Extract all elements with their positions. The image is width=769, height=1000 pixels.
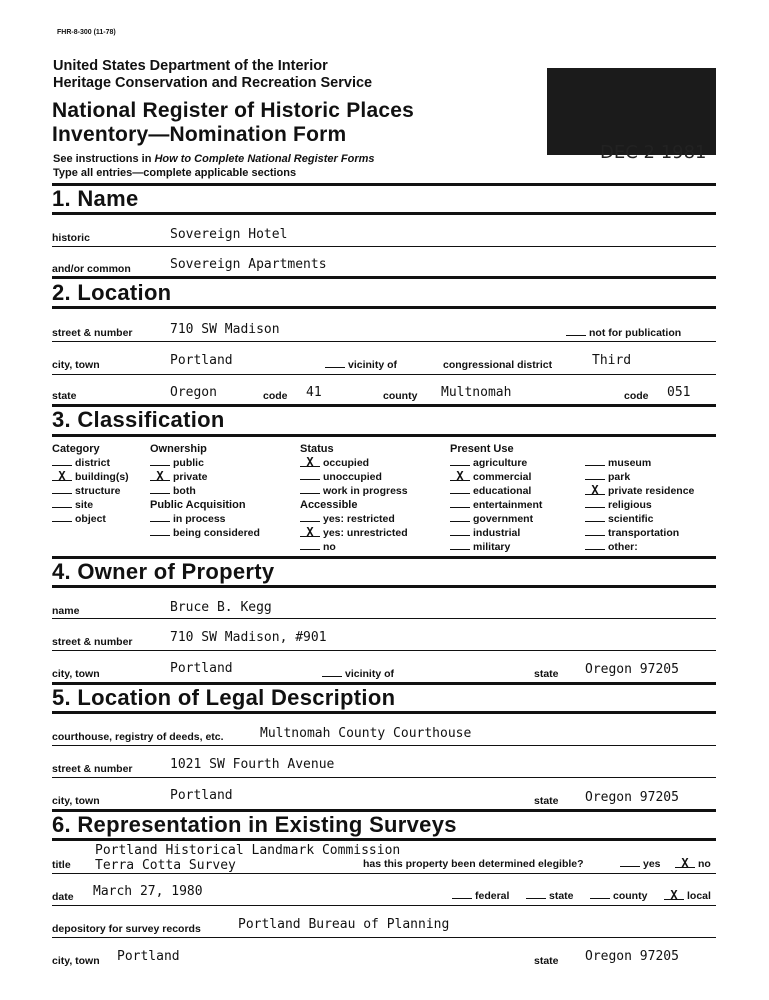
checklist-item	[150, 526, 260, 540]
checklist-label: both	[173, 485, 196, 497]
eligible-yes	[620, 858, 661, 870]
city-town-label: city, town	[52, 359, 100, 371]
status-heading: Status	[300, 443, 334, 455]
eligible-no-mark: X	[675, 859, 695, 868]
section-rule	[52, 306, 716, 309]
checklist-item	[450, 456, 542, 470]
survey-date-label: date	[52, 891, 74, 903]
checkbox-blank	[450, 457, 470, 466]
common-name-label: and/or common	[52, 263, 131, 275]
checklist-item	[52, 512, 129, 526]
checklist-label: work in progress	[323, 485, 408, 497]
instructions-line-1	[53, 153, 375, 166]
checkbox-blank	[150, 513, 170, 522]
survey-state-label: state	[534, 955, 559, 967]
checklist-item	[450, 470, 542, 484]
courthouse-value: Multnomah County Courthouse	[260, 726, 472, 741]
depository-label: depository for survey records	[52, 923, 201, 935]
checkbox-blank	[300, 513, 320, 522]
ownership-column	[150, 442, 260, 540]
checklist-label: building(s)	[75, 471, 129, 483]
checkbox-blank	[450, 541, 470, 550]
field-rule	[52, 618, 716, 619]
checklist-label: museum	[608, 457, 652, 469]
checklist-item	[150, 484, 260, 498]
acquisition-heading: Public Acquisition	[150, 499, 246, 511]
level-local	[664, 890, 711, 902]
checklist-label: yes: restricted	[323, 513, 395, 525]
survey-city-value: Portland	[117, 949, 180, 964]
county-code-label: code	[624, 390, 649, 402]
congressional-district-label: congressional district	[443, 359, 553, 371]
vicinity-label: vicinity of	[348, 359, 398, 371]
checklist-label: object	[75, 513, 106, 525]
state-blank	[526, 890, 546, 899]
county-code-value: 051	[667, 385, 691, 400]
checkbox-blank	[300, 541, 320, 550]
section-rule	[52, 183, 716, 186]
level-state	[526, 890, 574, 902]
not-for-publication-label: not for publication	[589, 327, 682, 339]
checklist-item	[150, 456, 260, 470]
checkbox-blank	[150, 457, 170, 466]
owner-vicinity-blank	[322, 668, 342, 677]
checklist-label: religious	[608, 499, 652, 511]
eligible-yes-label: yes	[643, 858, 661, 870]
category-list	[52, 456, 129, 526]
section-1-heading: 1. Name	[52, 186, 139, 211]
section-3-heading: 3. Classification	[52, 407, 225, 432]
checklist-label: yes: unrestricted	[323, 527, 408, 539]
legal-street-value: 1021 SW Fourth Avenue	[170, 757, 335, 772]
section-2-heading: 2. Location	[52, 280, 172, 305]
local-mark: X	[664, 891, 684, 900]
checklist-item	[450, 512, 542, 526]
instructions-guide-title: How to Complete National Register Forms	[154, 153, 375, 165]
historic-label: historic	[52, 232, 90, 244]
checkbox-blank	[300, 471, 320, 480]
field-rule	[52, 341, 716, 342]
section-rule	[52, 838, 716, 841]
checklist-item	[450, 540, 542, 554]
county-value: Multnomah	[441, 385, 512, 400]
legal-city-value: Portland	[170, 788, 233, 803]
checkbox-blank: X	[52, 472, 72, 481]
owner-city-label: city, town	[52, 668, 100, 680]
agency-line-2: Heritage Conservation and Recreation Service	[53, 75, 373, 91]
checklist-label: scientific	[608, 513, 654, 525]
checklist-item	[585, 470, 694, 484]
section-rule	[52, 711, 716, 714]
vicinity-of	[325, 359, 397, 371]
checkbox-blank	[450, 527, 470, 536]
checklist-item	[300, 512, 408, 526]
checkbox-blank	[585, 499, 605, 508]
checklist-item	[585, 484, 694, 498]
received-stamp: DEC 2 1981	[600, 142, 707, 163]
checklist-label: military	[473, 541, 511, 553]
checkbox-blank	[150, 527, 170, 536]
checkbox-blank	[585, 457, 605, 466]
checklist-item	[150, 512, 260, 526]
checklist-item	[585, 526, 694, 540]
checklist-item	[52, 470, 129, 484]
acquisition-list	[150, 512, 260, 540]
checkbox-blank	[300, 485, 320, 494]
checklist-item	[585, 512, 694, 526]
checkbox-blank	[585, 541, 605, 550]
checkbox-blank	[585, 471, 605, 480]
checkbox-blank	[52, 513, 72, 522]
checklist-item	[585, 540, 694, 554]
owner-vicinity-label: vicinity of	[345, 668, 395, 680]
present-use-column-2	[585, 456, 694, 554]
checklist-item	[450, 498, 542, 512]
checklist-label: unoccupied	[323, 471, 382, 483]
checklist-label: park	[608, 471, 631, 483]
checklist-item	[585, 456, 694, 470]
legal-street-label: street & number	[52, 763, 133, 775]
street-number-label: street & number	[52, 327, 133, 339]
owner-name-value: Bruce B. Kegg	[170, 600, 272, 615]
checklist-item	[150, 470, 260, 484]
survey-city-label: city, town	[52, 955, 100, 967]
present-use-list-2	[585, 456, 694, 554]
checkbox-blank	[52, 485, 72, 494]
checklist-label: transportation	[608, 527, 680, 539]
vicinity-blank	[325, 359, 345, 368]
checklist-label: government	[473, 513, 534, 525]
present-use-list-1	[450, 456, 542, 554]
owner-street-value: 710 SW Madison, #901	[170, 630, 327, 645]
field-rule	[52, 873, 716, 874]
section-rule	[52, 276, 716, 279]
checklist-label: structure	[75, 485, 121, 497]
state-code-value: 41	[306, 385, 322, 400]
form-title-1: National Register of Historic Places	[52, 99, 414, 122]
checklist-item	[52, 456, 129, 470]
state-level-label: state	[549, 890, 574, 902]
city-town-value: Portland	[170, 353, 233, 368]
checkbox-blank	[52, 457, 72, 466]
checklist-label: other:	[608, 541, 638, 553]
accessible-heading: Accessible	[300, 499, 358, 511]
category-heading: Category	[52, 443, 100, 455]
form-title-2: Inventory—Nomination Form	[52, 123, 347, 146]
eligible-no	[675, 858, 711, 870]
checklist-label: in process	[173, 513, 226, 525]
survey-title-value-2: Terra Cotta Survey	[95, 858, 236, 873]
checklist-label: educational	[473, 485, 532, 497]
checklist-item	[300, 526, 408, 540]
checklist-label: private	[173, 471, 208, 483]
owner-name-label: name	[52, 605, 80, 617]
street-number-value: 710 SW Madison	[170, 322, 280, 337]
checkbox-blank	[450, 499, 470, 508]
checklist-item	[300, 484, 408, 498]
checklist-label: district	[75, 457, 111, 469]
congressional-district-value: Third	[592, 353, 632, 368]
checkbox-blank	[52, 499, 72, 508]
level-federal	[452, 890, 509, 902]
courthouse-label: courthouse, registry of deeds, etc.	[52, 731, 224, 743]
local-level-label: local	[687, 890, 711, 902]
survey-title-value-1: Portland Historical Landmark Commission	[95, 843, 401, 858]
legal-state-value: Oregon 97205	[585, 790, 679, 805]
agency-line-1: United States Department of the Interior	[53, 58, 328, 74]
checklist-item	[300, 456, 408, 470]
common-name-value: Sovereign Apartments	[170, 257, 327, 272]
checklist-label: being considered	[173, 527, 260, 539]
federal-blank	[452, 890, 472, 899]
checklist-label: public	[173, 457, 204, 469]
checklist-item	[300, 470, 408, 484]
checkbox-blank	[450, 485, 470, 494]
survey-state-value: Oregon 97205	[585, 949, 679, 964]
instructions-line-2: Type all entries—complete applicable sections	[53, 167, 297, 179]
owner-street-label: street & number	[52, 636, 133, 648]
checklist-item	[52, 484, 129, 498]
checkbox-blank	[585, 527, 605, 536]
eligible-yes-blank	[620, 858, 640, 867]
county-blank	[590, 890, 610, 899]
checkbox-blank	[450, 513, 470, 522]
field-rule	[52, 777, 716, 778]
depository-value: Portland Bureau of Planning	[238, 917, 450, 932]
state-code-label: code	[263, 390, 288, 402]
owner-vicinity	[322, 668, 394, 680]
checklist-item	[300, 540, 408, 554]
category-column	[52, 442, 129, 526]
not-for-publication	[566, 327, 681, 339]
checklist-label: no	[323, 541, 336, 553]
eligible-question: has this property been determined elegible?	[363, 858, 584, 870]
field-rule	[52, 246, 716, 247]
section-rule	[52, 212, 716, 215]
section-5-heading: 5. Location of Legal Description	[52, 685, 396, 710]
checkbox-blank: X	[300, 458, 320, 467]
checklist-label: site	[75, 499, 94, 511]
checkbox-blank: X	[585, 486, 605, 495]
section-rule	[52, 434, 716, 437]
checklist-item	[450, 526, 542, 540]
section-4-heading: 4. Owner of Property	[52, 559, 275, 584]
instructions-prefix: See instructions in	[53, 153, 155, 165]
federal-label: federal	[475, 890, 510, 902]
checklist-item	[585, 498, 694, 512]
historic-value: Sovereign Hotel	[170, 227, 288, 242]
checkbox-blank: X	[300, 528, 320, 537]
checklist-label: industrial	[473, 527, 521, 539]
ownership-list	[150, 456, 260, 498]
checklist-label: entertainment	[473, 499, 543, 511]
status-list	[300, 456, 408, 498]
survey-date-value: March 27, 1980	[93, 884, 203, 899]
checklist-label: agriculture	[473, 457, 528, 469]
field-rule	[52, 937, 716, 938]
checkbox-blank: X	[450, 472, 470, 481]
accessible-list	[300, 512, 408, 554]
checklist-item	[52, 498, 129, 512]
eligible-no-label: no	[698, 858, 711, 870]
state-label: state	[52, 390, 77, 402]
field-rule	[52, 650, 716, 651]
state-value: Oregon	[170, 385, 217, 400]
present-use-column	[450, 442, 542, 554]
checklist-item	[450, 484, 542, 498]
section-6-heading: 6. Representation in Existing Surveys	[52, 812, 457, 837]
survey-title-label: title	[52, 859, 71, 871]
checkbox-blank: X	[150, 472, 170, 481]
checkbox-blank	[150, 485, 170, 494]
field-rule	[52, 374, 716, 375]
status-column	[300, 442, 408, 554]
ownership-heading: Ownership	[150, 443, 207, 455]
legal-city-label: city, town	[52, 795, 100, 807]
owner-state-label: state	[534, 668, 559, 680]
county-level-label: county	[613, 890, 648, 902]
owner-city-value: Portland	[170, 661, 233, 676]
section-rule	[52, 585, 716, 588]
present-use-heading: Present Use	[450, 443, 514, 455]
form-number: FHR-8-300 (11-78)	[57, 29, 116, 36]
checklist-label: commercial	[473, 471, 532, 483]
checkbox-blank	[585, 513, 605, 522]
field-rule	[52, 905, 716, 906]
not-for-publication-blank	[566, 327, 586, 336]
owner-state-value: Oregon 97205	[585, 662, 679, 677]
checklist-label: private residence	[608, 485, 695, 497]
legal-state-label: state	[534, 795, 559, 807]
checklist-label: occupied	[323, 457, 370, 469]
level-county	[590, 890, 647, 902]
county-label: county	[383, 390, 418, 402]
field-rule	[52, 745, 716, 746]
